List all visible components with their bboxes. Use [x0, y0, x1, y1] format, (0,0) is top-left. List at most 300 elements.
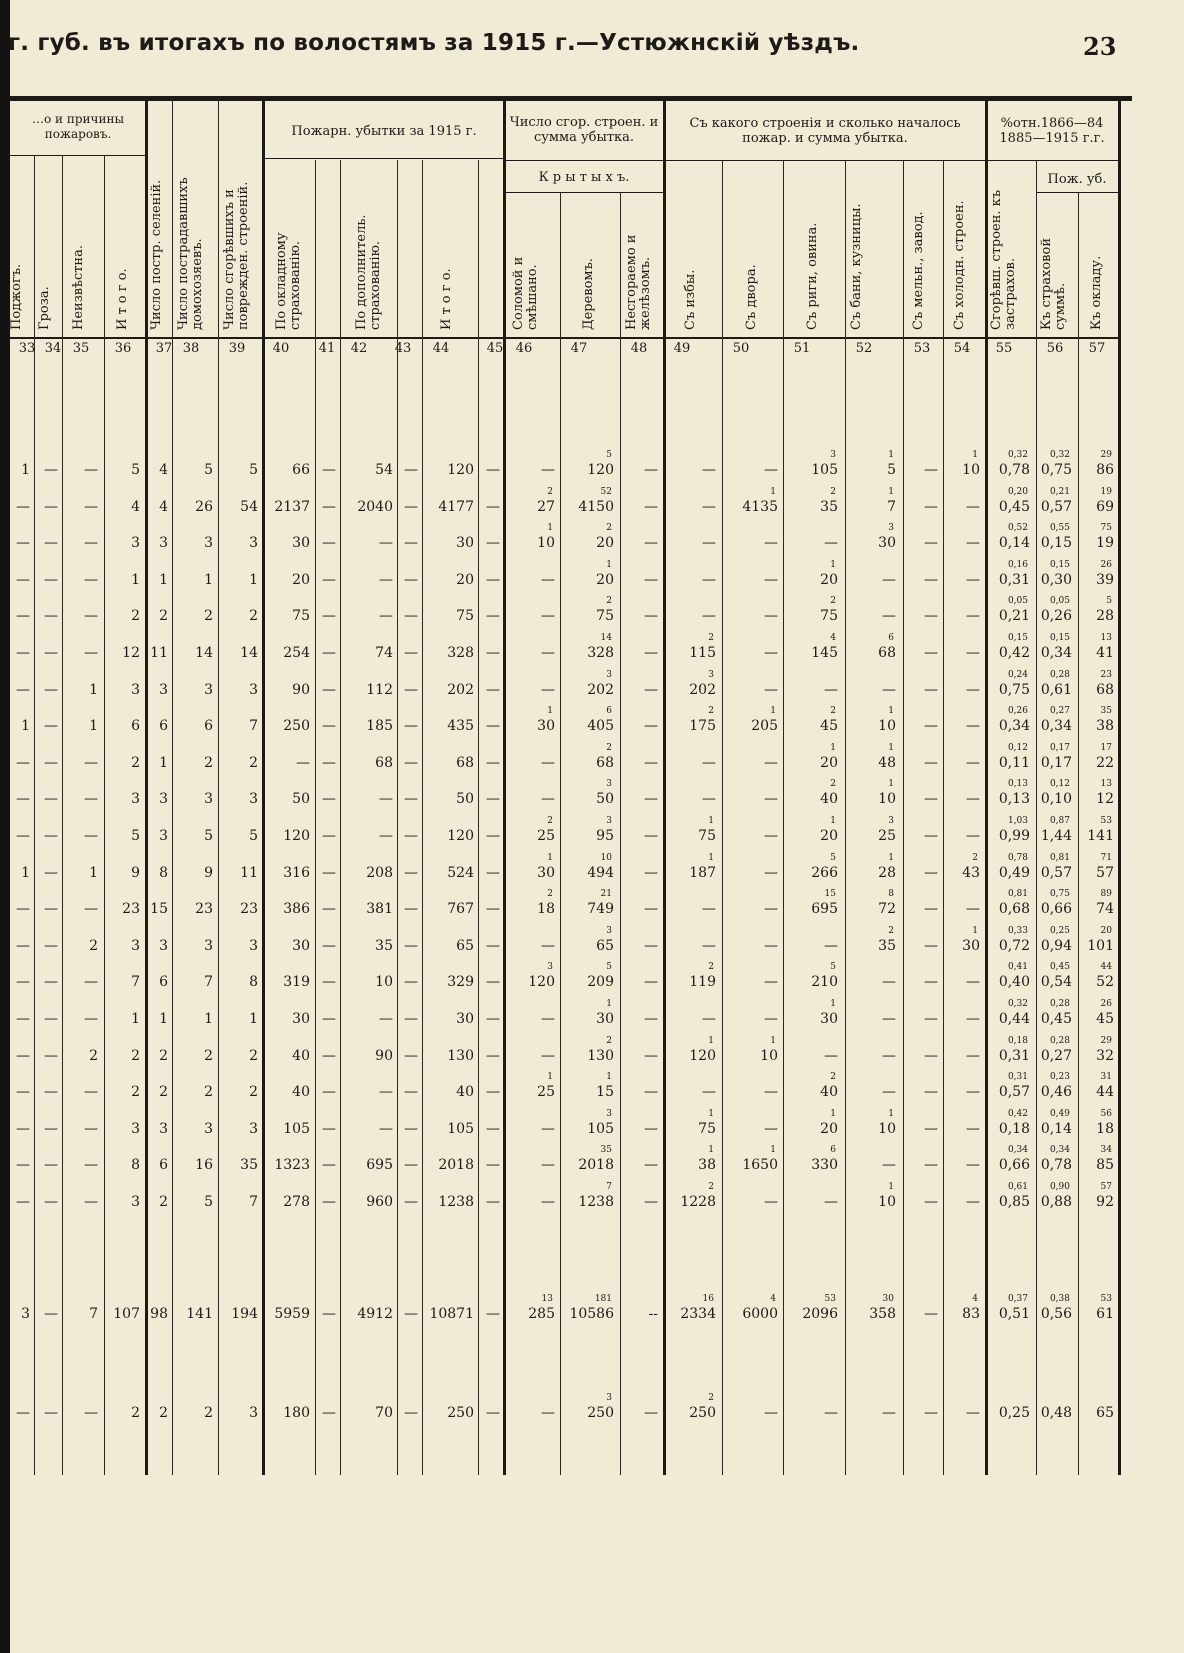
table-cell-c54: — — [966, 974, 980, 991]
table-cell-c49: — — [702, 937, 716, 954]
table-cell-c36: 8 — [131, 1157, 140, 1174]
table-cell-c48: — — [644, 718, 658, 735]
col-rule — [1118, 98, 1121, 1475]
table-cell-c41: — — [322, 1306, 336, 1322]
table-cell-count-c57: 57 — [1100, 1182, 1112, 1192]
table-cell-c41: — — [322, 718, 336, 735]
table-cell-count-c56: 0,05 — [1049, 596, 1070, 607]
table-cell-c53: — — [924, 1306, 938, 1322]
table-cell-count-c51: 1 — [830, 742, 836, 753]
table-cell-c47: 20 — [596, 571, 614, 588]
table-cell-c44: 120 — [447, 462, 474, 478]
table-cell-c49: 120 — [689, 1047, 716, 1064]
table-cell-count-c46: 2 — [547, 889, 553, 900]
table-cell-c46: 10 — [537, 535, 555, 552]
table-cell-count-c57: 44 — [1100, 962, 1112, 973]
table-cell-count-c51: 2 — [830, 1072, 836, 1083]
table-cell-c35: 2 — [89, 1047, 98, 1064]
table-cell-c43: — — [404, 1120, 418, 1137]
table-cell-c56: 0,27 — [1040, 1047, 1072, 1064]
table-cell-count-c57: 29 — [1100, 1035, 1112, 1046]
header-c55: Сгорѣвш. строен. къ застрахов. — [989, 189, 1018, 330]
table-cell-count-c52: 1 — [888, 706, 894, 717]
table-cell-c37: 2 — [159, 1405, 168, 1421]
table-cell-c49: 38 — [698, 1157, 716, 1174]
table-cell-c57: 86 — [1096, 462, 1114, 478]
table-cell-c33: — — [16, 1120, 30, 1137]
table-cell-count-c52: 1 — [888, 852, 894, 863]
table-cell-c40: 386 — [283, 901, 310, 918]
column-number: 40 — [272, 341, 290, 356]
table-cell-count-c56: 0,12 — [1049, 779, 1070, 790]
table-cell-c40: — — [296, 754, 310, 771]
table-cell-count-c46: 2 — [547, 486, 553, 497]
table-cell-c38: 7 — [204, 974, 213, 991]
table-cell-count-c49: 3 — [708, 669, 714, 680]
table-cell-c35: — — [84, 791, 98, 808]
table-cell-c51: — — [824, 535, 838, 552]
table-cell-count-c50: 1 — [770, 1145, 776, 1156]
table-cell-count-c50: 1 — [770, 1035, 776, 1046]
table-cell-count-c51: 3 — [830, 450, 836, 460]
table-cell-c55: 0,18 — [998, 1120, 1030, 1137]
table-cell-count-c47: 3 — [606, 925, 612, 936]
table-cell-c57: 38 — [1096, 718, 1114, 735]
table-cell-c35: 1 — [89, 718, 98, 735]
table-cell-c37: 15 — [150, 901, 168, 918]
table-cell-count-c49: 1 — [708, 1108, 714, 1119]
table-cell-count-c55: 0,61 — [1007, 1182, 1028, 1192]
table-cell-c55: 0,78 — [998, 462, 1030, 478]
table-cell-c44: 250 — [447, 1405, 474, 1421]
col-rule — [503, 98, 506, 1475]
table-cell-c39: 1 — [249, 571, 258, 588]
table-cell-c48: -- — [648, 1306, 658, 1322]
table-cell-count-c47: 7 — [606, 1182, 612, 1192]
table-cell-c44: 40 — [456, 1084, 474, 1101]
table-cell-c42: 90 — [375, 1047, 393, 1064]
column-number: 38 — [182, 341, 200, 356]
table-cell-c47: 328 — [587, 645, 614, 661]
column-number: 34 — [44, 341, 62, 356]
table-cell-c56: 1,44 — [1040, 828, 1072, 844]
table-cell-c35: — — [84, 608, 98, 625]
table-cell-c47: 20 — [596, 535, 614, 552]
table-cell-c44: 65 — [456, 937, 474, 954]
table-cell-c54: 43 — [962, 864, 980, 881]
column-number: 44 — [432, 341, 450, 356]
table-cell-c43: — — [404, 571, 418, 588]
table-cell-count-c46: 1 — [547, 852, 553, 863]
table-cell-c41: — — [322, 681, 336, 698]
table-cell-c55: 0,85 — [998, 1194, 1030, 1210]
column-number: 51 — [793, 341, 811, 356]
table-cell-c36: 3 — [131, 1194, 140, 1210]
table-cell-c35: — — [84, 1405, 98, 1421]
col-rule — [340, 160, 341, 1475]
table-cell-c46: 120 — [528, 974, 555, 991]
table-cell-count-c56: 0,21 — [1049, 486, 1070, 497]
table-cell-c43: — — [404, 645, 418, 661]
table-cell-c46: — — [541, 1120, 555, 1137]
table-cell-c39: 5 — [249, 828, 258, 844]
table-cell-c53: — — [924, 1011, 938, 1027]
header-c36: И т о г о. — [115, 268, 130, 330]
table-cell-c52: — — [882, 1047, 896, 1064]
table-cell-c46: — — [541, 1157, 555, 1174]
table-cell-c39: 2 — [249, 1047, 258, 1064]
table-cell-c39: 7 — [249, 1194, 258, 1210]
table-cell-c37: 3 — [159, 1120, 168, 1137]
table-cell-c47: 65 — [596, 937, 614, 954]
table-cell-c39: 1 — [249, 1011, 258, 1027]
table-cell-c35: 1 — [89, 681, 98, 698]
col-rule — [943, 160, 944, 1475]
table-cell-c41: — — [322, 608, 336, 625]
table-cell-c47: 209 — [587, 974, 614, 991]
table-cell-c41: — — [322, 535, 336, 552]
table-cell-c42: 185 — [366, 718, 393, 735]
table-cell-c54: 83 — [962, 1306, 980, 1322]
table-cell-count-c57: 26 — [1100, 559, 1112, 570]
table-cell-c34: — — [44, 462, 58, 478]
column-number: 33 — [18, 341, 36, 356]
table-cell-c43: — — [404, 754, 418, 771]
table-cell-count-c51: 2 — [830, 779, 836, 790]
table-cell-c51: 20 — [820, 571, 838, 588]
table-cell-c33: — — [16, 1194, 30, 1210]
table-cell-c40: 40 — [292, 1047, 310, 1064]
table-cell-c37: 8 — [159, 864, 168, 881]
table-cell-count-c55: 0,81 — [1007, 889, 1028, 900]
table-cell-c48: — — [644, 462, 658, 478]
page-number: 23 — [1083, 32, 1117, 61]
table-cell-c48: — — [644, 1120, 658, 1137]
table-cell-c39: 11 — [240, 864, 258, 881]
table-cell-c37: 11 — [150, 645, 168, 661]
table-cell-c34: — — [44, 535, 58, 552]
header-c52: Съ бани, кузницы. — [849, 203, 864, 330]
table-cell-count-c56: 0,15 — [1049, 633, 1070, 643]
table-cell-c40: 316 — [283, 864, 310, 881]
table-cell-c54: — — [966, 1157, 980, 1174]
table-cell-c43: — — [404, 681, 418, 698]
table-cell-c39: 3 — [249, 937, 258, 954]
table-cell-c33: — — [16, 1011, 30, 1027]
table-cell-c50: — — [764, 681, 778, 698]
table-cell-c42: — — [379, 1120, 393, 1137]
table-cell-c35: — — [84, 498, 98, 515]
table-cell-c35: — — [84, 974, 98, 991]
table-cell-c50: — — [764, 828, 778, 844]
table-cell-c43: — — [404, 937, 418, 954]
table-cell-c45: — — [486, 1194, 500, 1210]
table-cell-c45: — — [486, 901, 500, 918]
header-c37: Число постр. селеній. — [149, 179, 164, 330]
table-cell-c43: — — [404, 1047, 418, 1064]
table-cell-c55: 0,21 — [998, 608, 1030, 625]
table-cell-c57: 69 — [1096, 498, 1114, 515]
table-cell-c40: 5959 — [274, 1306, 310, 1322]
table-cell-c53: — — [924, 1120, 938, 1137]
table-cell-c52: 10 — [878, 791, 896, 808]
table-cell-c48: — — [644, 1084, 658, 1101]
table-cell-c36: 3 — [131, 937, 140, 954]
table-cell-c48: — — [644, 1194, 658, 1210]
table-cell-c38: 2 — [204, 1405, 213, 1421]
table-cell-c44: 20 — [456, 571, 474, 588]
table-cell-c37: 6 — [159, 718, 168, 735]
table-cell-count-c47: 10 — [600, 852, 612, 863]
table-cell-count-c57: 13 — [1100, 779, 1112, 790]
table-cell-c52: 25 — [878, 828, 896, 844]
table-cell-c44: 130 — [447, 1047, 474, 1064]
table-cell-c34: — — [44, 681, 58, 698]
table-cell-c54: — — [966, 681, 980, 698]
table-cell-c36: 2 — [131, 1047, 140, 1064]
table-cell-c44: 202 — [447, 681, 474, 698]
table-cell-c52: — — [882, 571, 896, 588]
table-cell-c39: 8 — [249, 974, 258, 991]
table-cell-c34: — — [44, 645, 58, 661]
table-cell-c33: — — [16, 1047, 30, 1064]
table-cell-count-c56: 0,28 — [1049, 1035, 1070, 1046]
table-cell-c53: — — [924, 791, 938, 808]
group-burnt: Число сгор. строен. и сумма убытка. — [509, 115, 659, 145]
table-cell-c38: 16 — [195, 1157, 213, 1174]
table-cell-c34: — — [44, 1047, 58, 1064]
table-cell-c51: 145 — [811, 645, 838, 661]
table-cell-c41: — — [322, 645, 336, 661]
table-cell-c37: 1 — [159, 1011, 168, 1027]
table-cell-c49: — — [702, 535, 716, 552]
table-cell-c53: — — [924, 681, 938, 698]
table-cell-c46: — — [541, 754, 555, 771]
table-cell-c45: — — [486, 645, 500, 661]
column-number: 43 — [394, 341, 412, 356]
table-cell-c33: — — [16, 535, 30, 552]
column-number: 57 — [1088, 341, 1106, 356]
table-cell-count-c52: 1 — [888, 1108, 894, 1119]
table-cell-count-c55: 0,32 — [1007, 450, 1028, 460]
table-cell-c50: — — [764, 1405, 778, 1421]
table-cell-c45: — — [486, 1047, 500, 1064]
table-cell-c34: — — [44, 1120, 58, 1137]
table-cell-c52: 7 — [887, 498, 896, 515]
column-number: 52 — [855, 341, 873, 356]
table-cell-c37: 1 — [159, 754, 168, 771]
table-cell-c37: 2 — [159, 608, 168, 625]
table-cell-c52: 5 — [887, 462, 896, 478]
table-cell-c46: — — [541, 681, 555, 698]
table-cell-c45: — — [486, 1084, 500, 1101]
table-cell-c37: 1 — [159, 571, 168, 588]
table-cell-count-c52: 1 — [888, 486, 894, 497]
table-cell-count-c47: 6 — [606, 706, 612, 717]
col-rule — [262, 98, 265, 1475]
table-cell-c39: 35 — [240, 1157, 258, 1174]
table-cell-count-c55: 0,16 — [1007, 559, 1028, 570]
table-cell-c56: 0,26 — [1040, 608, 1072, 625]
page-title: г. губ. въ итогахъ по волостямъ за 1915 г.—Устюжнскій уѣздъ. — [8, 30, 860, 56]
table-cell-c33: — — [16, 1157, 30, 1174]
header-c50: Съ двора. — [744, 264, 759, 330]
table-cell-c45: — — [486, 462, 500, 478]
table-cell-c43: — — [404, 864, 418, 881]
table-cell-c42: — — [379, 1011, 393, 1027]
table-cell-c34: — — [44, 1306, 58, 1322]
table-cell-c41: — — [322, 1157, 336, 1174]
table-cell-c53: — — [924, 1405, 938, 1421]
table-cell-c57: 12 — [1096, 791, 1114, 808]
table-cell-c42: 35 — [375, 937, 393, 954]
table-cell-c52: 48 — [878, 754, 896, 771]
header-c51: Съ риги, овина. — [805, 222, 820, 330]
table-cell-c50: — — [764, 1194, 778, 1210]
table-cell-c45: — — [486, 974, 500, 991]
table-cell-c38: 23 — [195, 901, 213, 918]
header-c44: И т о г о. — [439, 268, 454, 330]
table-cell-count-c51: 2 — [830, 596, 836, 607]
table-cell-c52: 358 — [869, 1306, 896, 1322]
table-cell-c51: 695 — [811, 901, 838, 918]
table-cell-c55: 0,99 — [998, 828, 1030, 844]
table-cell-count-c55: 0,37 — [1007, 1294, 1028, 1304]
table-cell-c53: — — [924, 864, 938, 881]
table-cell-c40: 254 — [283, 645, 310, 661]
table-cell-c56: 0,88 — [1040, 1194, 1072, 1210]
table-cell-count-c56: 0,81 — [1049, 852, 1070, 863]
table-cell-c44: 767 — [447, 901, 474, 918]
table-cell-c42: 68 — [375, 754, 393, 771]
header-c34: Гроза. — [37, 286, 52, 330]
table-cell-c54: — — [966, 1120, 980, 1137]
table-cell-c42: — — [379, 828, 393, 844]
table-cell-c39: 3 — [249, 1405, 258, 1421]
table-cell-c56: 0,15 — [1040, 535, 1072, 552]
column-number: 36 — [114, 341, 132, 356]
table-cell-c39: 7 — [249, 718, 258, 735]
table-cell-c38: 6 — [204, 718, 213, 735]
table-cell-c43: — — [404, 1084, 418, 1101]
column-number: 35 — [72, 341, 90, 356]
table-cell-c45: — — [486, 535, 500, 552]
table-cell-c39: 3 — [249, 681, 258, 698]
table-cell-count-c54: 4 — [972, 1294, 978, 1304]
table-cell-c37: 3 — [159, 681, 168, 698]
table-cell-c34: — — [44, 901, 58, 918]
table-cell-c33: — — [16, 645, 30, 661]
table-cell-c51: — — [824, 1194, 838, 1210]
table-cell-c54: — — [966, 901, 980, 918]
table-cell-c36: 2 — [131, 1084, 140, 1101]
table-cell-c40: 30 — [292, 535, 310, 552]
col-rule — [145, 98, 148, 1475]
table-cell-c52: 28 — [878, 864, 896, 881]
table-cell-c36: 23 — [122, 901, 140, 918]
header-c54: Съ холодн. строен. — [952, 200, 967, 330]
table-cell-c45: — — [486, 718, 500, 735]
table-cell-count-c52: 1 — [888, 450, 894, 460]
table-cell-c55: 0,57 — [998, 1084, 1030, 1101]
table-cell-count-c47: 181 — [594, 1294, 612, 1304]
table-cell-c52: 30 — [878, 535, 896, 552]
table-cell-count-c51: 4 — [830, 633, 836, 643]
table-cell-c35: — — [84, 901, 98, 918]
table-cell-count-c47: 35 — [600, 1145, 612, 1156]
table-cell-c48: — — [644, 754, 658, 771]
table-cell-count-c55: 0,78 — [1007, 852, 1028, 863]
table-cell-c52: — — [882, 1084, 896, 1101]
table-cell-c33: 1 — [21, 462, 30, 478]
group-causes: …о и причины пожаровъ. — [31, 112, 124, 141]
table-cell-c56: 0,30 — [1040, 571, 1072, 588]
table-cell-c49: 115 — [689, 645, 716, 661]
table-cell-c35: — — [84, 1084, 98, 1101]
table-cell-c41: — — [322, 1047, 336, 1064]
table-cell-c48: — — [644, 645, 658, 661]
table-cell-c46: — — [541, 1405, 555, 1421]
table-cell-c51: 330 — [811, 1157, 838, 1174]
table-cell-c50: — — [764, 535, 778, 552]
table-cell-count-c49: 2 — [708, 1393, 714, 1403]
table-cell-c34: — — [44, 974, 58, 991]
table-cell-c46: — — [541, 791, 555, 808]
table-cell-c55: 0,11 — [998, 754, 1030, 771]
col-rule — [1078, 192, 1079, 1475]
table-cell-c53: — — [924, 718, 938, 735]
table-cell-c51: — — [824, 1405, 838, 1421]
table-cell-c46: 18 — [537, 901, 555, 918]
table-cell-c57: 52 — [1096, 974, 1114, 991]
table-cell-c42: — — [379, 1084, 393, 1101]
table-cell-c52: — — [882, 1405, 896, 1421]
table-cell-c33: — — [16, 608, 30, 625]
table-cell-c42: 54 — [375, 462, 393, 478]
table-cell-c55: 0,51 — [998, 1306, 1030, 1322]
table-cell-count-c51: 2 — [830, 706, 836, 717]
col-rule — [397, 160, 398, 1475]
table-cell-c50: — — [764, 937, 778, 954]
losses-rule — [263, 158, 503, 159]
table-cell-c45: — — [486, 608, 500, 625]
table-cell-c36: 5 — [131, 828, 140, 844]
col-rule — [783, 160, 784, 1475]
table-cell-c44: 435 — [447, 718, 474, 735]
table-cell-count-c47: 1 — [606, 559, 612, 570]
col-rule — [1036, 160, 1037, 1475]
table-cell-count-c47: 14 — [600, 633, 612, 643]
burnt-rule — [505, 160, 663, 161]
table-cell-c56: 0,56 — [1040, 1306, 1072, 1322]
table-cell-c54: — — [966, 754, 980, 771]
table-cell-c38: 5 — [204, 828, 213, 844]
table-cell-c49: 119 — [689, 974, 716, 991]
table-cell-count-c56: 0,87 — [1049, 816, 1070, 826]
table-cell-c55: 0,25 — [998, 1405, 1030, 1421]
table-cell-count-c51: 15 — [824, 889, 836, 900]
table-cell-c44: 1238 — [438, 1194, 474, 1210]
table-cell-c35: — — [84, 1157, 98, 1174]
table-cell-count-c57: 17 — [1100, 742, 1112, 753]
table-cell-c53: — — [924, 937, 938, 954]
table-cell-c51: — — [824, 681, 838, 698]
table-cell-c50: — — [764, 462, 778, 478]
table-cell-c56: 0,66 — [1040, 901, 1072, 918]
table-cell-count-c57: 71 — [1100, 852, 1112, 863]
table-cell-c41: — — [322, 901, 336, 918]
table-cell-c36: 3 — [131, 535, 140, 552]
